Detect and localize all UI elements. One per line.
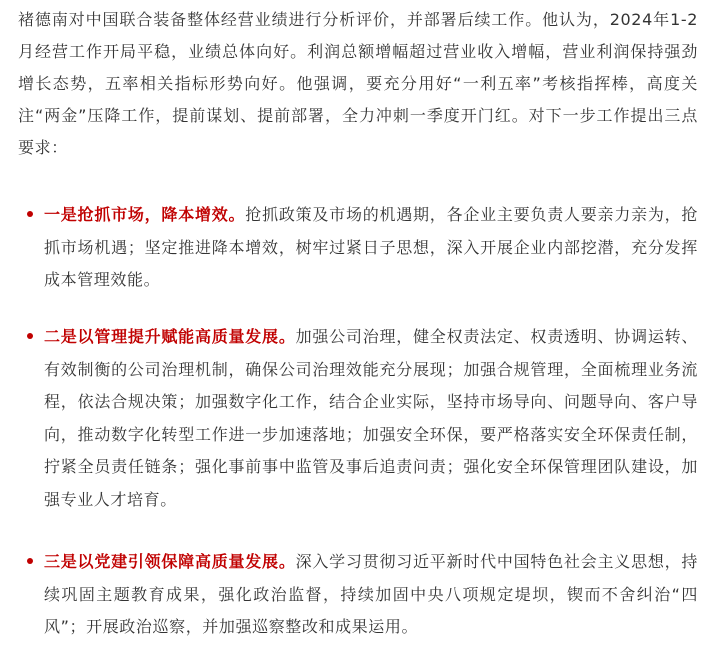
bullet-dot-icon [27,558,33,564]
requirement-body: 深入学习贯彻习近平新时代中国特色社会主义思想，持续巩固主题教育成果，强化政治监督，持续加固中央八项规定堤坝，锲而不舍纠治“四风”；开展政治巡察，并加强巡察整改和成果运用。 [44,552,698,636]
requirement-item-3 [18,546,698,644]
requirement-text [18,321,698,516]
requirement-text [18,546,698,644]
requirement-heading: 一是抢抓市场，降本增效。 [44,205,246,224]
requirement-text [18,199,698,297]
requirement-body: 抢抓政策及市场的机遇期，各企业主要负责人要亲力亲为，抢抓市场机遇；坚定推进降本增效，树牢过紧日子思想，深入开展企业内部挖潜，充分发挥成本管理效能。 [44,205,699,289]
bullet-dot-icon [27,333,33,339]
requirement-body: 加强公司治理，健全权责法定、权责透明、协调运转、有效制衡的公司治理机制，确保公司治理效能充分展现；加强合规管理，全面梳理业务流程，依法合规决策；加强数字化工作，结合企业实际，坚持市场导向、问题导向、客户导向，推动数字化转型工作进一步加速落地；加强安全环保，要严格落实安全环保责任制，拧紧全员责任链条；强化事前事中监管及事后追责问责；强化安全环保管理团队建设，加强专业人才培育。 [44,327,698,509]
requirement-item-2 [18,321,698,516]
bullet-dot-icon [27,211,33,217]
requirement-item-1 [18,199,698,297]
requirement-heading: 三是以党建引领保障高质量发展。 [44,552,296,571]
requirement-heading: 二是以管理提升赋能高质量发展。 [44,327,296,346]
intro-paragraph: 褚德南对中国联合装备整体经营业绩进行分析评价，并部署后续工作。他认为，2024年1-2月经营工作开局平稳，业绩总体向好。利润总额增幅超过营业收入增幅，营业利润保持强劲增长态势，五率相关指标形势向好。他强调，要充分用好“一利五率”考核指挥棒，高度关注“两金”压降工作，提前谋划、提前部署，全力冲刺一季度开门红。对下一步工作提出三点要求： [18,10,698,157]
